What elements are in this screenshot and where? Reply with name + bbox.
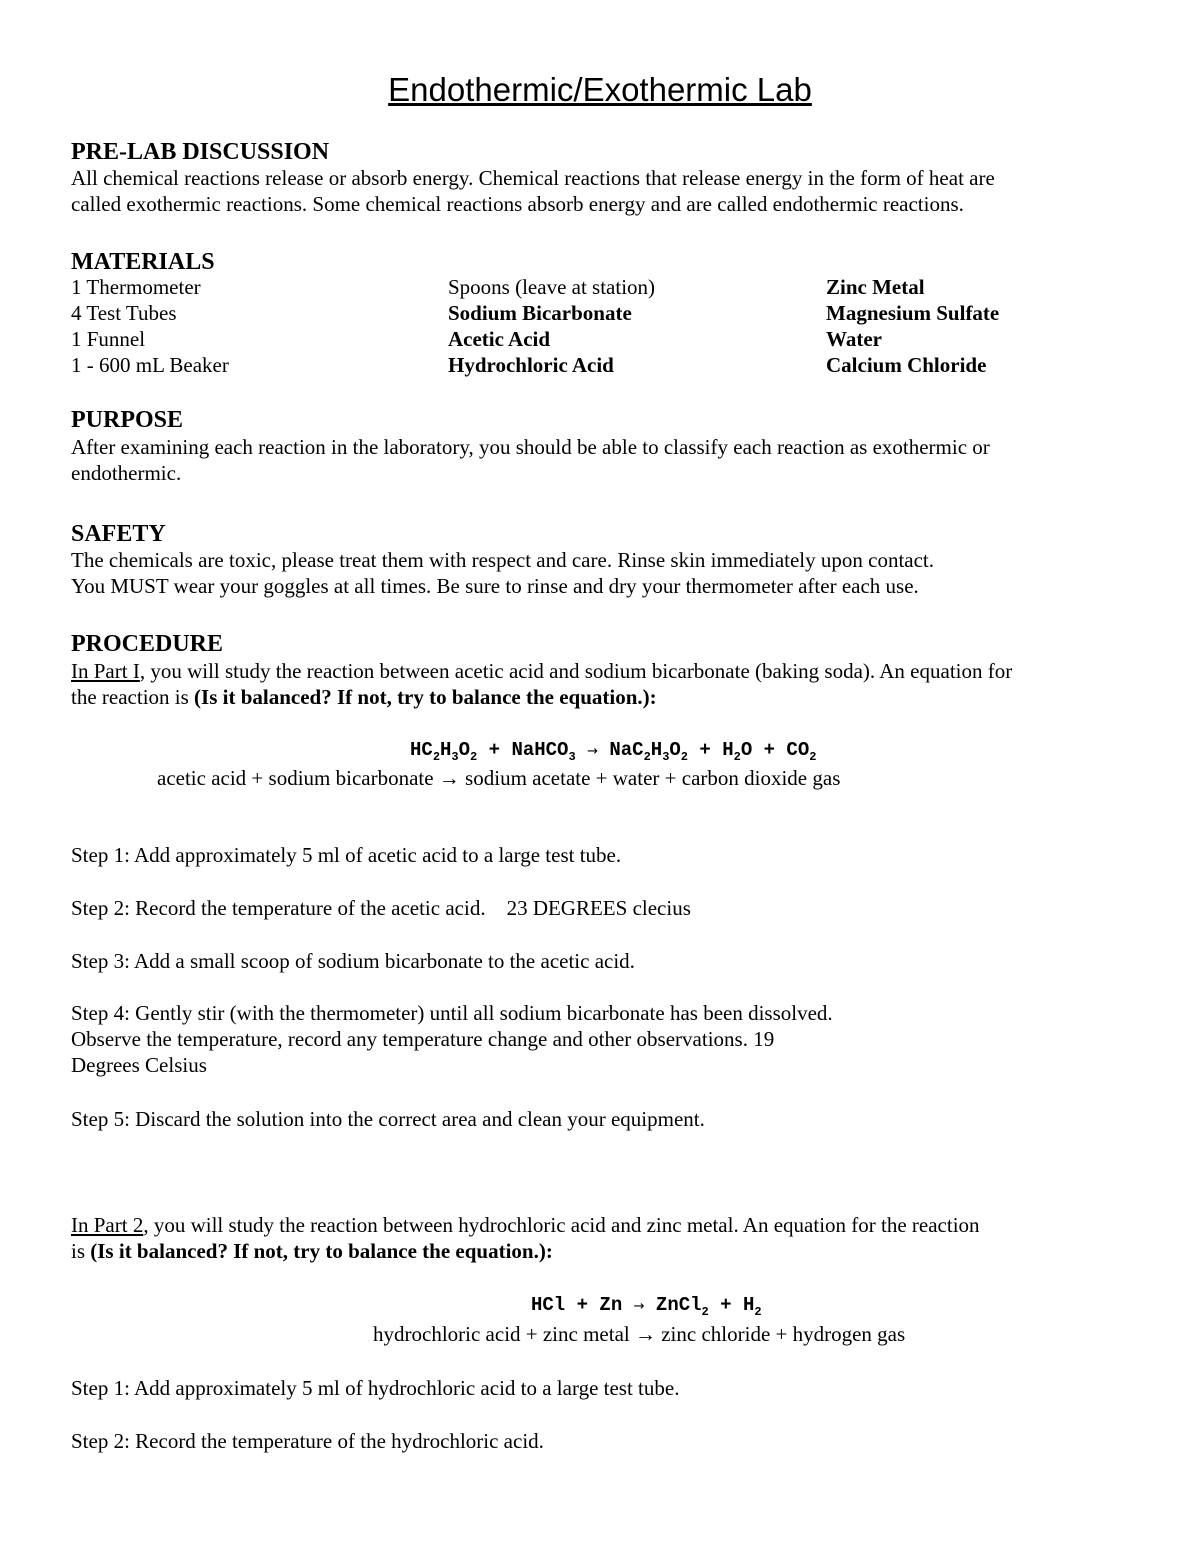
prelab-line-1: All chemical reactions release or absorb energy. Chemical reactions that release energy in the form of heat are — [71, 166, 995, 190]
part1-word-equation: acetic acid + sodium bicarbonate → sodium acetate + water + carbon dioxide gas — [157, 766, 841, 790]
material-item: 1 - 600 mL Beaker — [71, 353, 229, 377]
part1-label: In Part I — [71, 659, 140, 683]
part1-step-3: Step 3: Add a small scoop of sodium bicarbonate to the acetic acid. — [71, 949, 635, 973]
materials-heading: MATERIALS — [71, 249, 215, 275]
safety-line-2: You MUST wear your goggles at all times. Be sure to rinse and dry your thermometer after each use. — [71, 574, 919, 598]
prelab-heading: PRE-LAB DISCUSSION — [71, 139, 330, 165]
part1-step-5: Step 5: Discard the solution into the correct area and clean your equipment. — [71, 1107, 705, 1131]
material-item: Water — [826, 327, 882, 351]
part1-step-4: Step 4: Gently stir (with the thermometer) until all sodium bicarbonate has been dissolved. — [71, 1001, 833, 1025]
material-item: Sodium Bicarbonate — [448, 301, 632, 325]
safety-heading: SAFETY — [71, 521, 166, 547]
part1-intro-bold: (Is it balanced? If not, try to balance the equation.): — [194, 685, 657, 709]
part1-step-1: Step 1: Add approximately 5 ml of acetic acid to a large test tube. — [71, 843, 622, 867]
part2-step-2: Step 2: Record the temperature of the hydrochloric acid. — [71, 1429, 544, 1453]
safety-line-1: The chemicals are toxic, please treat them with respect and care. Rinse skin immediately upon contact. — [71, 548, 935, 572]
materials-column-2 — [448, 274, 655, 378]
part2-intro-rest: , you will study the reaction between hydrochloric acid and zinc metal. An equation for the reaction — [143, 1213, 980, 1237]
part1-step-2: Step 2: Record the temperature of the acetic acid. 23 DEGREES clecius — [71, 896, 691, 920]
material-item: Magnesium Sulfate — [826, 301, 1000, 325]
part2-intro-bold: (Is it balanced? If not, try to balance the equation.): — [90, 1239, 553, 1263]
part1-intro-prefix: the reaction is — [71, 685, 195, 709]
part1-chemical-equation: $HC_2H_3O_2$ + NaHCO$_3$ → $NaC_2H_3O_2 + H_2O + CO_2$ — [410, 739, 817, 764]
part2-chemical-equation: HCl + Zn → ZnCl$_2$ + $H_2$ — [531, 1294, 762, 1319]
material-item: 1 Funnel — [71, 327, 146, 351]
part2-intro-prefix: is — [71, 1239, 91, 1263]
prelab-line-2: called exothermic reactions. Some chemical reactions absorb energy and are called endothermic reactions. — [71, 192, 964, 216]
part2-intro-line-2 — [71, 1238, 553, 1264]
part2-intro-line-1 — [71, 1212, 980, 1238]
purpose-line-1: After examining each reaction in the laboratory, you should be able to classify each reaction as exothermic or — [71, 435, 990, 459]
purpose-heading: PURPOSE — [71, 407, 184, 433]
material-item: 4 Test Tubes — [71, 301, 177, 325]
part1-step-4-observe: Observe the temperature, record any temperature change and other observations. 19 — [71, 1027, 775, 1051]
material-item: Acetic Acid — [448, 327, 551, 351]
part1-intro-line-1 — [71, 658, 1012, 684]
material-item: Calcium Chloride — [826, 353, 987, 377]
part1-intro-rest: , you will study the reaction between acetic acid and sodium bicarbonate (baking soda). An equation for — [139, 659, 1013, 683]
page-title: Endothermic/Exothermic Lab — [388, 71, 812, 108]
purpose-line-2: endothermic. — [71, 461, 182, 485]
materials-column-1 — [71, 274, 229, 378]
part2-step-1: Step 1: Add approximately 5 ml of hydrochloric acid to a large test tube. — [71, 1376, 680, 1400]
part1-step-4-answer: Degrees Celsius — [71, 1053, 207, 1077]
part1-intro-line-2 — [71, 684, 657, 710]
part2-word-equation: hydrochloric acid + zinc metal → zinc chloride + hydrogen gas — [373, 1322, 906, 1346]
material-item: Zinc Metal — [826, 275, 925, 299]
material-item: 1 Thermometer — [71, 275, 201, 299]
material-item: Spoons (leave at station) — [448, 275, 656, 299]
materials-column-3 — [826, 274, 999, 378]
procedure-heading: PROCEDURE — [71, 631, 224, 657]
part2-label: In Part 2 — [71, 1213, 144, 1237]
material-item: Hydrochloric Acid — [448, 353, 614, 377]
